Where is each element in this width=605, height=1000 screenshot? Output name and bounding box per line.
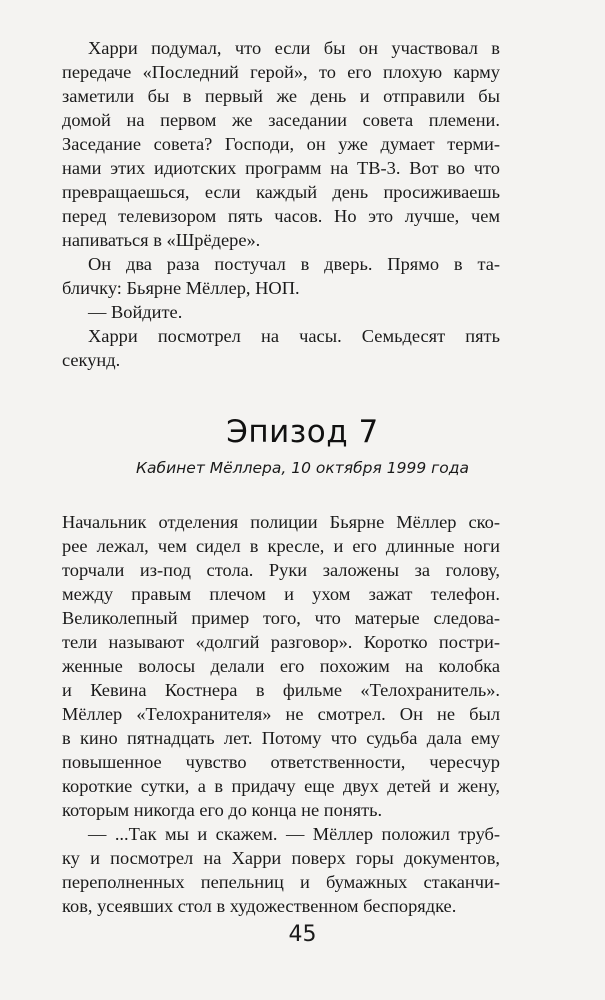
text-line: Он два раза постучал в дверь. Прямо в та- <box>88 254 500 274</box>
text-line: нами этих идиотских программ на ТВ-3. Вот во что <box>62 158 500 178</box>
text-line: которым никогда его до конца не понять. <box>62 800 383 820</box>
text-line: переполненных пепельниц и бумажных стаканчи- <box>62 872 500 892</box>
text-line: домой на первом же заседании совета племени. <box>62 110 500 130</box>
text-line: торчали из-под стола. Руки заложены за голову, <box>62 560 500 580</box>
text-line: Великолепный пример того, что матерые следова- <box>62 608 500 628</box>
text-line: рее лежал, чем сидел в кресле, и его длинные ноги <box>62 536 500 556</box>
text-line: повышенное чувство ответственности, чересчур <box>62 752 500 772</box>
text-line: Мёллер «Телохранителя» не смотрел. Он не был <box>62 704 500 724</box>
text-line: перед телевизором пять часов. Но это лучше, чем <box>62 206 500 226</box>
episode-subtitle: Кабинет Мёллера, 10 октября 1999 года <box>136 459 469 477</box>
text-line: напиваться в «Шрёдере». <box>62 230 261 250</box>
text-line: короткие сутки, а в придачу еще двух детей и жену, <box>62 776 500 796</box>
page-number: 45 <box>288 922 317 947</box>
text-line: передаче «Последний герой», то его плохую карму <box>62 62 500 82</box>
text-line: в кино пятнадцать лет. Потому что судьба дала ему <box>62 728 500 748</box>
text-line: бличку: Бьярне Мёллер, НОП. <box>62 278 300 298</box>
text-line: превращаешься, если каждый день просиживаешь <box>62 182 500 202</box>
text-line: и Кевина Костнера в фильме «Телохранитель». <box>62 680 500 700</box>
text-line: секунд. <box>62 350 121 370</box>
text-line: — Войдите. <box>88 302 183 322</box>
text-line: Заседание совета? Господи, он уже думает терми- <box>62 134 500 154</box>
text-line: Харри подумал, что если бы он участвовал в <box>88 38 500 58</box>
text-line: — ...Так мы и скажем. — Мёллер положил труб- <box>88 824 500 844</box>
text-line: тели называют «долгий разговор». Коротко постри- <box>62 632 500 652</box>
text-line: ку и посмотрел на Харри поверх горы документов, <box>62 848 500 868</box>
text-line: Харри посмотрел на часы. Семьдесят пять <box>88 326 500 346</box>
text-line: заметили бы в первый же день и отправили бы <box>62 86 500 106</box>
text-line: Начальник отделения полиции Бьярне Мёллер ско- <box>62 512 500 532</box>
episode-title: Эпизод 7 <box>226 414 379 450</box>
text-line: между правым плечом и ухом зажат телефон. <box>62 584 500 604</box>
text-line: женные волосы делали его похожим на колобка <box>62 656 500 676</box>
text-line: ков, усеявших стол в художественном беспорядке. <box>62 896 457 916</box>
